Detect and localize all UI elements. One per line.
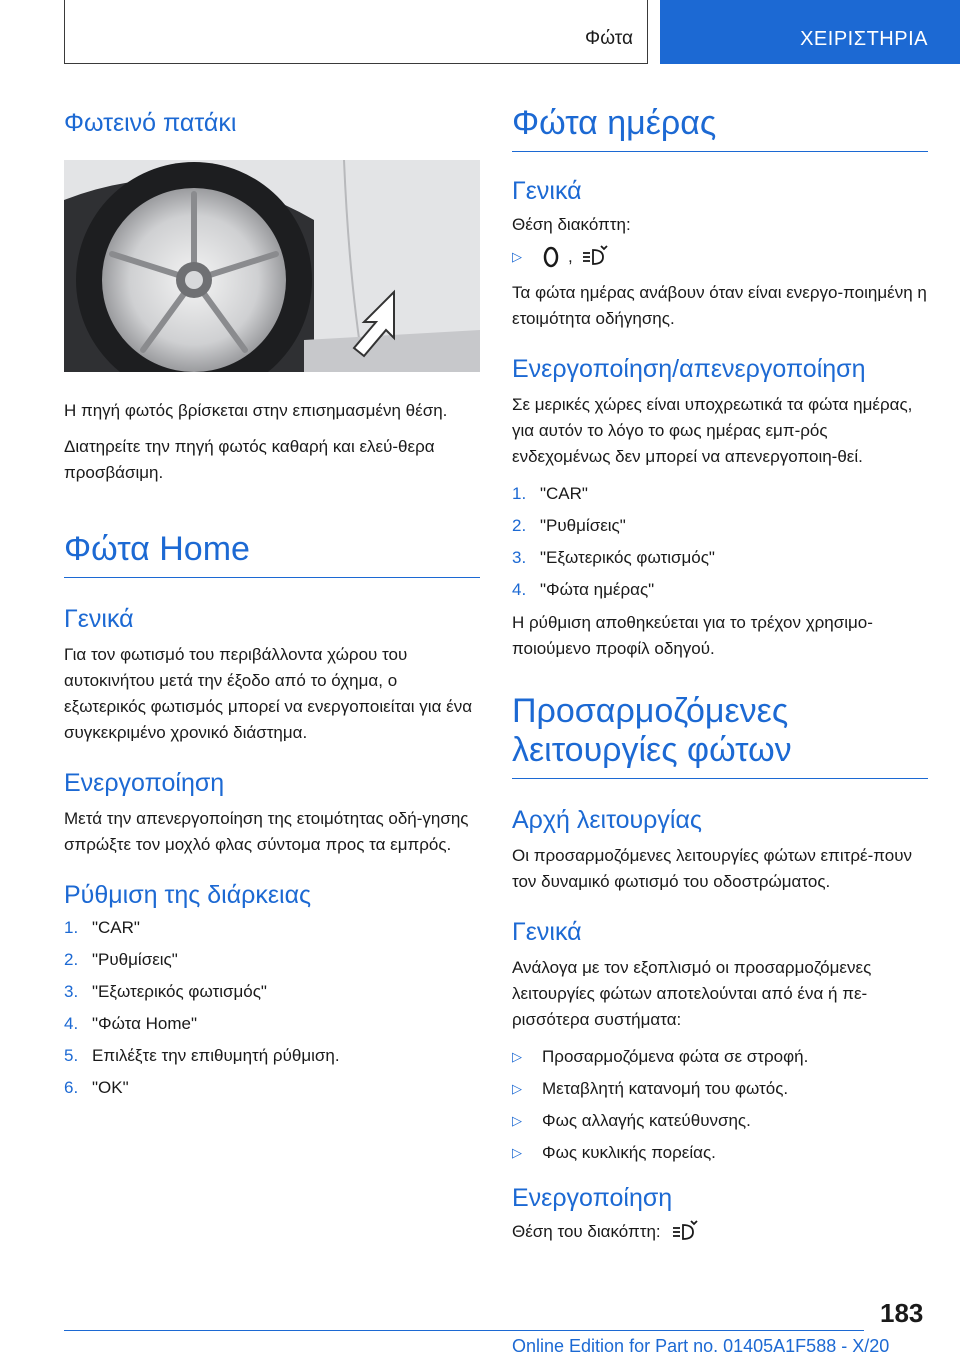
auto-headlight-icon [581,244,609,270]
day-switch-positions: ▷ , [512,244,928,270]
list-item: 1. "CAR" [512,484,588,504]
list-item: 2. "Ρυθμίσεις" [64,950,178,970]
bullet-triangle-icon: ▷ [512,1049,522,1065]
header-chapter-tab [660,0,960,64]
list-item: 3. "Εξωτερικός φωτισμός" [512,548,715,568]
home-activation-title: Ενεργοποίηση [64,769,225,798]
home-lights-title: Φώτα Home [64,530,480,578]
bullet-triangle-icon: ▷ [512,1113,522,1129]
day-toggle-text: Σε μερικές χώρες είναι υποχρεωτικά τα φώτα ημέρας, για αυτόν το λόγο το φως ημέρας εμπ-ρός ενδεχομένως δεν μπορεί να απενεργοποιη-θεί. [512,395,913,467]
zero-position-icon [542,245,560,269]
footer-edition-text: Online Edition for Part no. 01405A1F588 - X/20 [512,1336,890,1356]
adaptive-activation-title: Ενεργοποίηση [512,1184,673,1213]
list-item: ▷ Φως αλλαγής κατεύθυνσης. [512,1109,928,1133]
adaptive-activation-label: Θέση του διακόπτη: [512,1222,661,1242]
page-number: 183 [880,1298,924,1328]
list-item: 2. "Ρυθμίσεις" [512,516,626,536]
list-item: ▷ Προσαρμοζόμενα φώτα σε στροφή. [512,1045,928,1069]
list-item: ▷ Φως κυκλικής πορείας. [512,1141,928,1165]
home-duration-title: Ρύθμιση της διάρκειας [64,881,312,910]
home-general-text: Για τον φωτισμό του περιβάλλοντα χώρου του αυτοκινήτου μετά την έξοδο από το όχημα, ο εξωτερικός φωτισμός μπορεί να ενεργοποιείται για ένα συγκεκριμένο χρονικό διάστημα. [64,645,473,743]
footer-divider [64,1330,864,1331]
day-note: Η ρύθμιση αποθηκεύεται για το τρέχον χρησιμο-ποιούμενο προφίλ οδηγού. [512,613,873,659]
puddle-light-photo [64,160,480,372]
list-item: ▷ Μεταβλητή κατανομή του φωτός. [512,1077,928,1101]
day-lights-title: Φώτα ημέρας [512,104,928,152]
bullet-triangle-icon: ▷ [512,1145,522,1161]
puddle-light-title: Φωτεινό πατάκι [64,109,237,137]
adaptive-principle-text: Οι προσαρμοζόμενες λειτουργίες φώτων επιτρέ-πουν τον δυναμικό φωτισμό του οδοστρώματος. [512,846,912,892]
adaptive-principle-title: Αρχή λειτουργίας [512,806,702,835]
header-chapter-title: ΧΕΙΡΙΣΤΗΡΙΑ [800,28,928,50]
list-item: 1. "CAR" [64,918,140,938]
list-item: 4. "Φώτα Home" [64,1014,198,1034]
home-general-title: Γενικά [64,605,134,634]
puddle-light-text-2: Διατηρείτε την πηγή φωτός καθαρή και ελεύ-θερα προσβάσιμη. [64,437,435,482]
adaptive-general-text: Ανάλογα με τον εξοπλισμό οι προσαρμοζόμενες λειτουργίες φώτων αποτελούνται από ένα ή πε-ρισσότερα συστήματα: [512,958,872,1030]
day-steps [512,482,928,602]
list-item: 5. Επιλέξτε την επιθυμητή ρύθμιση. [64,1046,340,1066]
list-item: 6. "OK" [64,1078,129,1098]
bullet-triangle-icon: ▷ [512,249,522,265]
day-general-title: Γενικά [512,177,582,206]
puddle-light-text-1: Η πηγή φωτός βρίσκεται στην επισημασμένη θέση. [64,401,448,420]
header-section-box [64,0,648,64]
home-activation-text: Μετά την απενεργοποίηση της ετοιμότητας οδή-γησης σπρώξτε τον μοχλό φλας σύντομα προς τα εμπρός. [64,809,469,855]
header-section-title: Φώτα [585,28,633,49]
adaptive-lights-title: Προσαρμοζόμενες λειτουργίες φώτων [512,692,928,779]
home-duration-steps [64,916,480,1100]
right-column [512,96,928,1245]
adaptive-systems-list [512,1045,928,1165]
list-item: 3. "Εξωτερικός φωτισμός" [64,982,267,1002]
adaptive-activation-row [512,1219,928,1245]
day-toggle-title: Ενεργοποίηση/απενεργοποίηση [512,355,866,384]
left-column [64,96,480,1108]
day-general-text: Τα φώτα ημέρας ανάβουν όταν είναι ενεργο-ποιημένη η ετοιμότητα οδήγησης. [512,283,927,329]
car-wheel-illustration [64,160,480,372]
bullet-triangle-icon: ▷ [512,1081,522,1097]
auto-headlight-icon [671,1219,699,1245]
day-switch-label: Θέση διακόπτη: [512,215,631,235]
adaptive-general-title: Γενικά [512,918,582,947]
list-item: 4. "Φώτα ημέρας" [512,580,655,600]
